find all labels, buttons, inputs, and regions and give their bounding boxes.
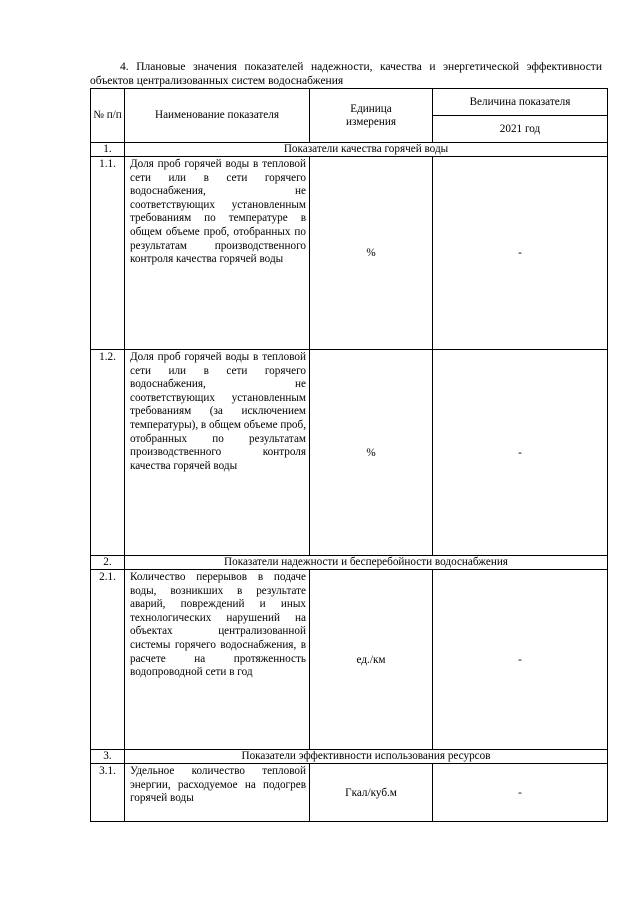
indicator-unit: ед./км — [310, 570, 433, 750]
section-heading-text: 4. Плановые значения показателей надежности, качества и энергетической эффективности объектов централизованных систем водоснабжения — [90, 61, 602, 87]
section-number: 2. — [91, 556, 125, 570]
section-title: Показатели эффективности использования ресурсов — [125, 750, 608, 764]
row-number: 2.1. — [91, 570, 125, 750]
table-row — [91, 570, 608, 750]
section-row — [91, 750, 608, 764]
row-number: 1.1. — [91, 157, 125, 350]
header-name: Наименование показателя — [125, 89, 310, 143]
section-number: 3. — [91, 750, 125, 764]
indicator-name: Удельное количество тепловой энергии, расходуемое на подогрев горячей воды — [125, 764, 310, 822]
indicator-name: Количество перерывов в подаче воды, возникших в результате аварий, повреждений и иных технологических нарушений на объектах централизованной системы горячего водоснабжения, в расчете на протяженность водопроводной сети в год — [125, 570, 310, 750]
indicator-value: - — [433, 570, 608, 750]
indicator-value: - — [433, 350, 608, 556]
indicators-table — [90, 88, 608, 822]
header-num: № п/п — [91, 89, 125, 143]
section-number: 1. — [91, 143, 125, 157]
indicator-name: Доля проб горячей воды в тепловой сети или в сети горячего водоснабжения, не соответствующих установленным требованиям (за исключением температуры), в общем объеме проб, отобранных по результатам производственного контроля качества горячей воды — [125, 350, 310, 556]
table-header-row — [91, 89, 608, 116]
indicator-unit: % — [310, 157, 433, 350]
section-title: Показатели качества горячей воды — [125, 143, 608, 157]
indicator-unit: % — [310, 350, 433, 556]
indicator-name: Доля проб горячей воды в тепловой сети или в сети горячего водоснабжения, не соответствующих установленным требованиям по температуре в общем объеме проб, отобранных по результатам производственного контроля качества горячей воды — [125, 157, 310, 350]
indicator-value: - — [433, 764, 608, 822]
table-row — [91, 764, 608, 822]
section-title: Показатели надежности и бесперебойности водоснабжения — [125, 556, 608, 570]
row-number: 1.2. — [91, 350, 125, 556]
header-unit: Единица измерения — [310, 89, 433, 143]
indicator-unit: Гкал/куб.м — [310, 764, 433, 822]
section-row — [91, 143, 608, 157]
header-year: 2021 год — [433, 116, 608, 143]
section-heading — [90, 60, 602, 88]
header-value: Величина показателя — [433, 89, 608, 116]
table-row — [91, 350, 608, 556]
section-row — [91, 556, 608, 570]
indicator-value: - — [433, 157, 608, 350]
table-row — [91, 157, 608, 350]
row-number: 3.1. — [91, 764, 125, 822]
